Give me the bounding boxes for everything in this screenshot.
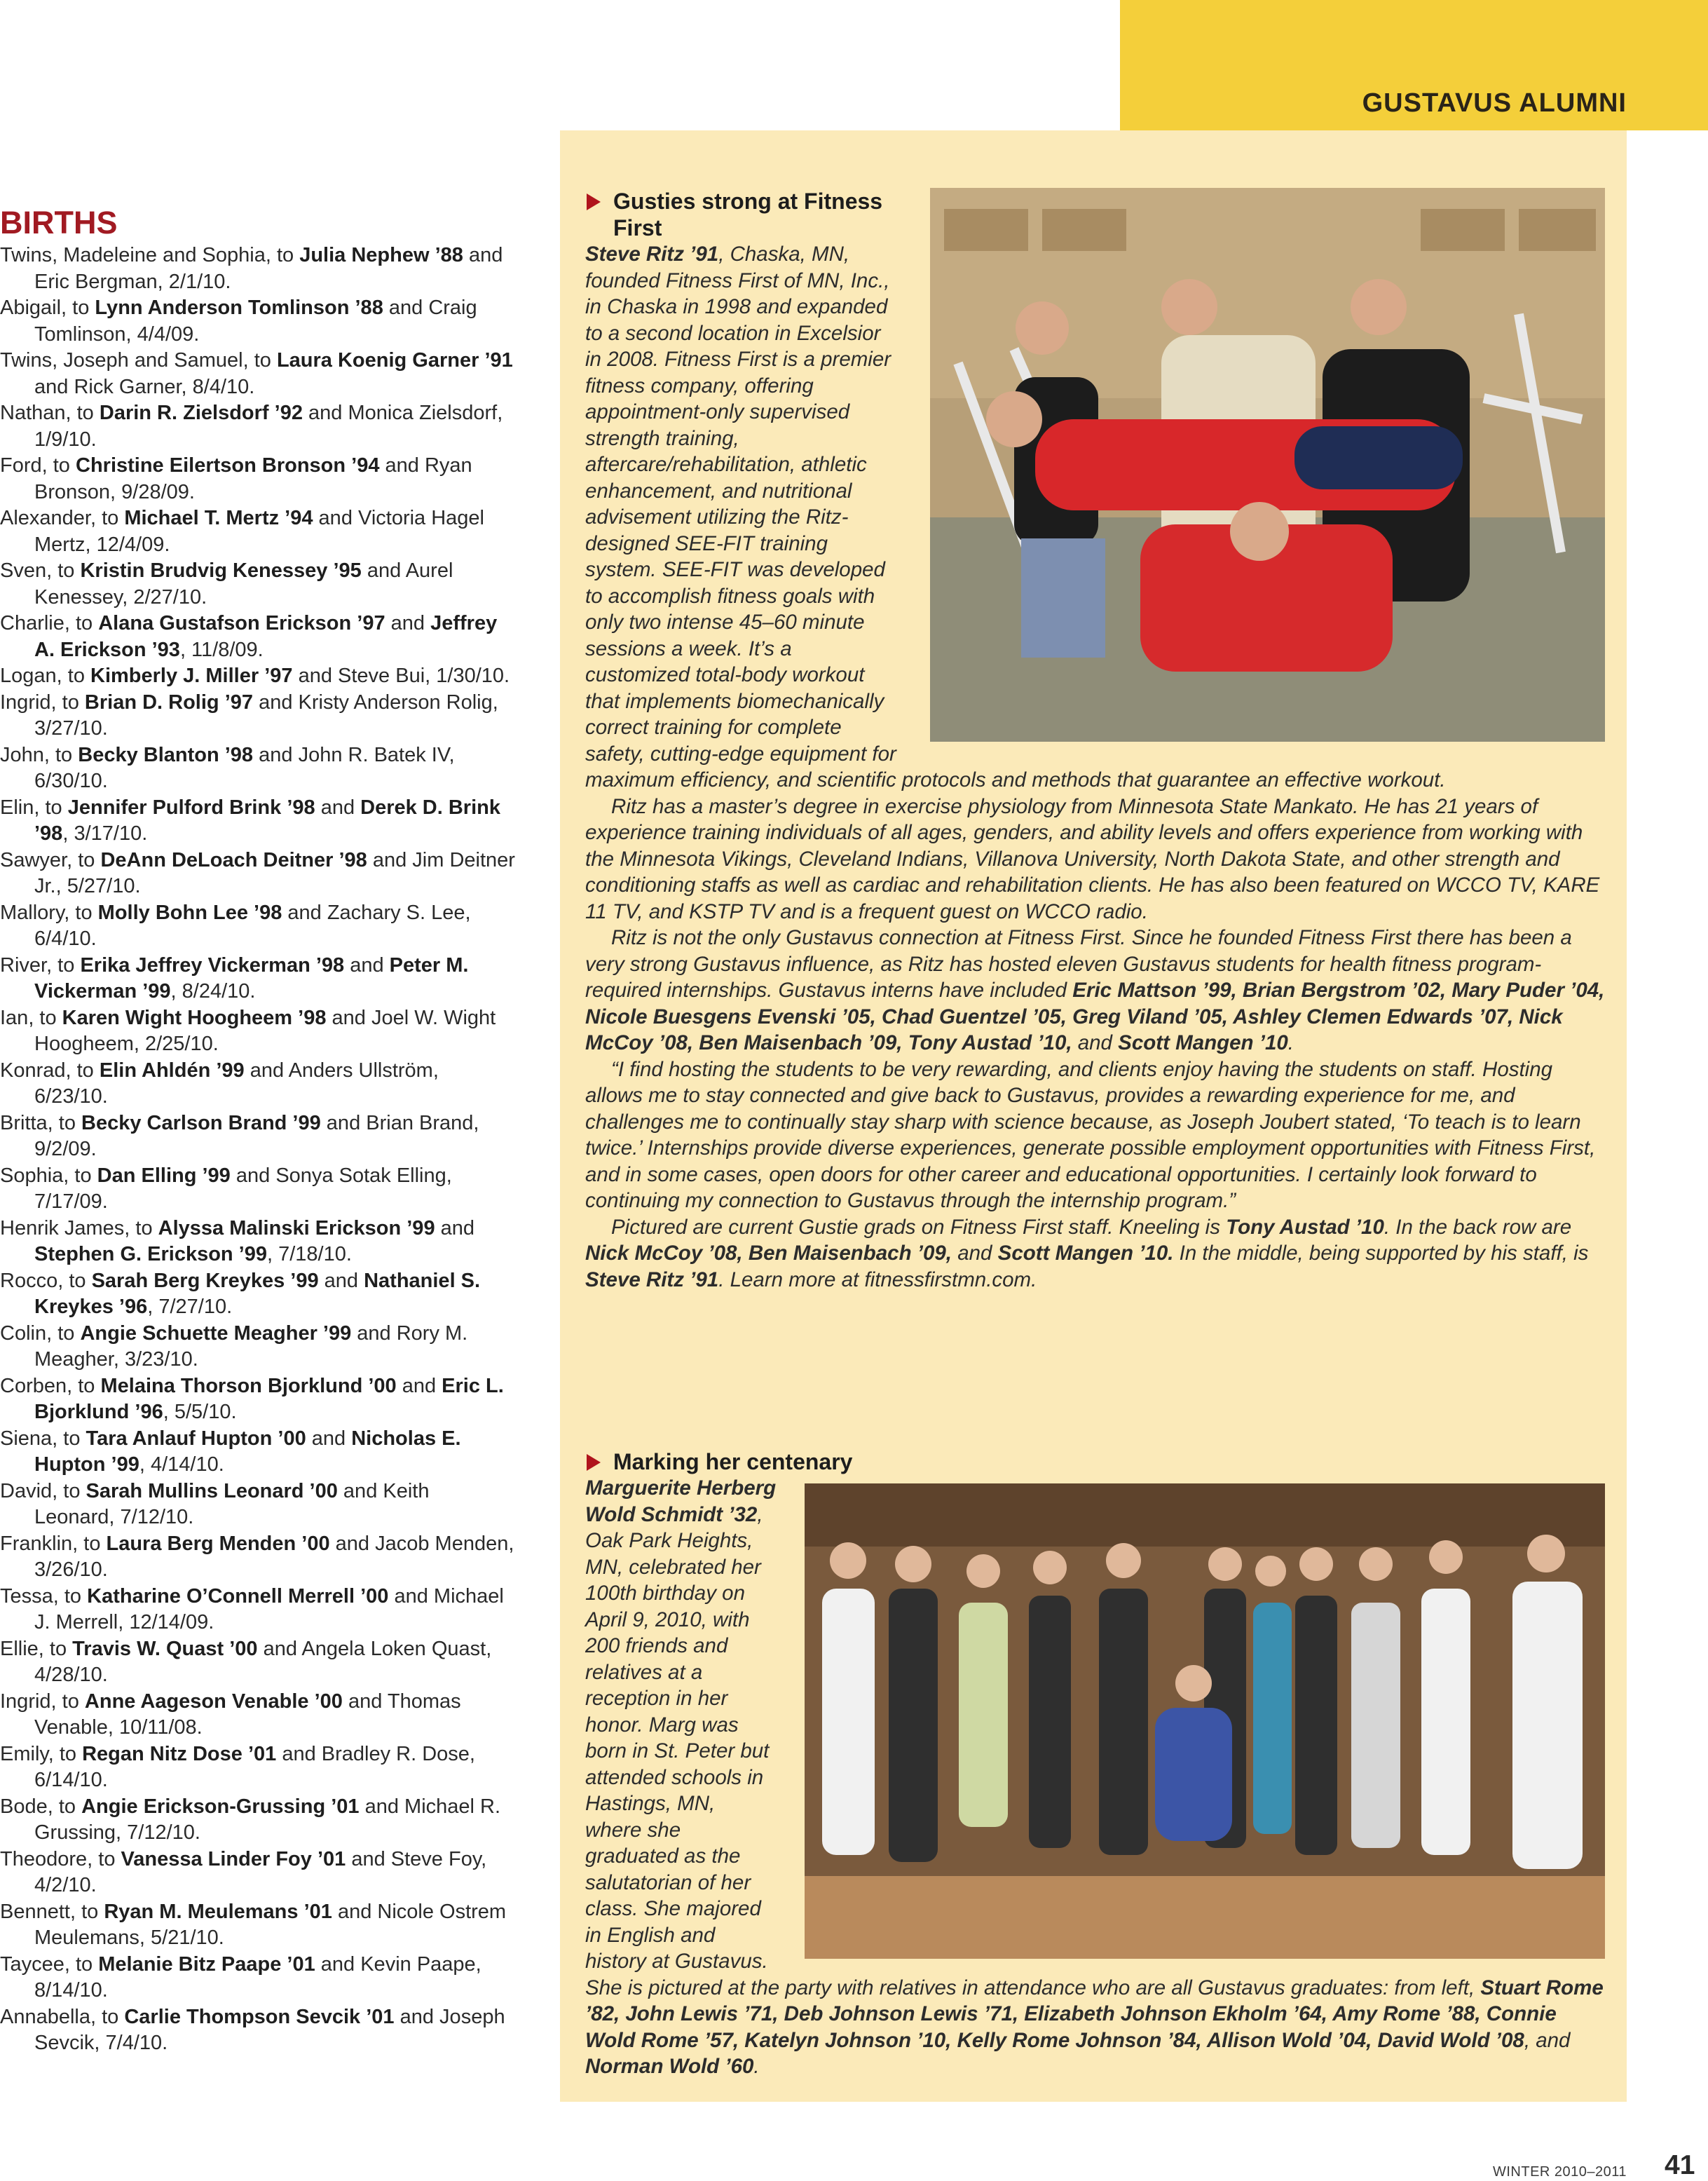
birth-entry: Mallory, to Molly Bohn Lee ’98 and Zachary S. Lee, 6/4/10. xyxy=(0,901,471,950)
story-centenary: Marking her centenary Marguerite Herberg Wold Schmidt ’32, Oak Park Heights, MN, celebrated her 100th birthday on April 9, 2010, with 200 friends and relatives at a reception in her honor. Marg was born in St. Peter but attended schools in Hastings, MN, where she graduated as the salutatorian of her class. She majored in English and history at Gustavus. She is pictured at the party with relatives in attendance who are all Gustavus graduates: from left, Stuart Rome ’82, John Lewis ’71, Deb Johnson Lewis ’71, Elizabeth Johnson Ekholm ’64, Amy Rome ’88, Connie Wold Rome ’57, Katelyn Johnson ’10, Kelly Rome Johnson ’84, Allison Wold ’04, David Wold ’08, and Norman Wold ’60. xyxy=(585,1448,1605,2080)
birth-entry: Twins, Madeleine and Sophia, to Julia Nephew ’88 and Eric Bergman, 2/1/10. xyxy=(0,244,503,293)
birth-entry: David, to Sarah Mullins Leonard ’00 and Keith Leonard, 7/12/10. xyxy=(0,1479,430,1528)
bullet-arrow-icon xyxy=(587,193,601,210)
birth-entry: Emily, to Regan Nitz Dose ’01 and Bradley R. Dose, 6/14/10. xyxy=(0,1742,475,1791)
page-number: 41 xyxy=(1665,2150,1695,2180)
birth-entry: Bode, to Angie Erickson-Grussing ’01 and Michael R. Grussing, 7/12/10. xyxy=(0,1795,501,1844)
story-fitness-first: Gusties strong at Fitness First Steve Ritz ’91, Chaska, MN, founded Fitness First of MN, Inc., in Chaska in 1998 and expanded to a second location in Excelsior in 2008. Fitness First is a premier fitness company, offering appointment-only supervised strength training, aftercare/rehabilitation, athletic enhancement, and nutritional advisement utilizing the Ritz-designed SEE-FIT training system. SEE-FIT was developed to accomplish fitness goals with only two intense 45–60 minute sessions a week. It’s a customized total-body workout that implements biomechanically correct training for complete safety, cutting-edge equipment for maximum efficiency, and scientific protocols and methods that guarantee an effective workout. Ritz has a master’s degree in exercise physiology from Minnesota State Mankato. He has 21 years of experience training individuals of all ages, genders, and ability levels and offers experience from working with the Minnesota Vikings, Cleveland Indians, Villanova University, North Dakota State, and other strength and conditioning staffs as well as cardiac and rehabilitation clients. He has also been featured on WCCO TV, KARE 11 TV, and KSTP TV and is a frequent guest on WCCO radio. Ritz is not the only Gustavus connection at Fitness First. Since he founded Fitness First there has been a very strong Gustavus influence, as Ritz has hosted eleven Gustavus students for health fitness program-required internships. Gustavus interns have included Eric Mattson ’99, Brian Bergstrom ’02, Mary Puder ’04, Nicole Buesgens Evenski ’05, Chad Guentzel ’05, Greg Viland ’05, Ashley Clemen Edwards ’07, Nick McCoy ’08, Ben Maisenbach ’09, Tony Austad ’10, and Scott Mangen ’10. “I find hosting the students to be very rewarding, and clients enjoy having the students on staff. Hosting allows me to stay connected and give back to Gustavus, provides a rewarding experience for me, and challenges me to continually stay sharp with science because, as Joseph Joubert stated, ‘To teach is to learn twice.’ Internships provide diverse experiences, generate possible employment opportunities with Fitness First, and in some cases, open doors for other career and educational opportunities. I certainly look forward to continuing my connection to Gustavus through the internship program.” Pictured are current Gustie grads on Fitness First staff. Kneeling is Tony Austad ’10. In the back row are Nick McCoy ’08, Ben Maisenbach ’09, and Scott Mangen ’10. In the middle, being supported by his staff, is Steve Ritz ’91. Learn more at fitnessfirstmn.com. xyxy=(585,189,1605,1291)
birth-entry: Taycee, to Melanie Bitz Paape ’01 and Kevin Paape, 8/14/10. xyxy=(0,1952,481,2002)
birth-entry: Charlie, to Alana Gustafson Erickson ’97 and Jeffrey A. Erickson ’93, 11/8/09. xyxy=(0,612,498,661)
birth-entry: Sven, to Kristin Brudvig Kenessey ’95 and Aurel Kenessey, 2/27/10. xyxy=(0,559,453,609)
birth-entry: Britta, to Becky Carlson Brand ’99 and Brian Brand, 9/2/09. xyxy=(0,1111,479,1160)
birth-entry: Bennett, to Ryan M. Meulemans ’01 and Nicole Ostrem Meulemans, 5/21/10. xyxy=(0,1900,507,1949)
birth-entry: Ian, to Karen Wight Hoogheem ’98 and Joel W. Wight Hoogheem, 2/25/10. xyxy=(0,1006,496,1055)
story-fitness-first-title: Gusties strong at Fitness First xyxy=(585,188,1605,241)
birth-entry: Twins, Joseph and Samuel, to Laura Koenig Garner ’91 and Rick Garner, 8/4/10. xyxy=(0,349,513,398)
story-centenary-title: Marking her centenary xyxy=(585,1448,1605,1475)
fitness-first-photo xyxy=(930,188,1605,742)
centenary-family-photo xyxy=(805,1483,1605,1959)
birth-entry: Rocco, to Sarah Berg Kreykes ’99 and Nathaniel S. Kreykes ’96, 7/27/10. xyxy=(0,1269,481,1318)
birth-entry: Sawyer, to DeAnn DeLoach Deitner ’98 and Jim Deitner Jr., 5/27/10. xyxy=(0,848,515,897)
birth-entry: Nathan, to Darin R. Zielsdorf ’92 and Monica Zielsdorf, 1/9/10. xyxy=(0,402,503,451)
birth-entry: Theodore, to Vanessa Linder Foy ’01 and Steve Foy, 4/2/10. xyxy=(0,1847,487,1896)
birth-entry: Franklin, to Laura Berg Menden ’00 and Jacob Menden, 3/26/10. xyxy=(0,1532,514,1581)
section-title: GUSTAVUS ALUMNI xyxy=(1362,88,1627,118)
births-list xyxy=(0,243,515,2057)
issue-label: WINTER 2010–2011 xyxy=(1493,2164,1627,2180)
birth-entry: Alexander, to Michael T. Mertz ’94 and Victoria Hagel Mertz, 12/4/09. xyxy=(0,507,485,556)
birth-entry: Abigail, to Lynn Anderson Tomlinson ’88 and Craig Tomlinson, 4/4/09. xyxy=(0,297,477,346)
birth-entry: Henrik James, to Alyssa Malinski Erickson ’99 and Stephen G. Erickson ’99, 7/18/10. xyxy=(0,1216,475,1265)
birth-entry: River, to Erika Jeffrey Vickerman ’98 and Peter M. Vickerman ’99, 8/24/10. xyxy=(0,953,469,1003)
birth-entry: Siena, to Tara Anlauf Hupton ’00 and Nicholas E. Hupton ’99, 4/14/10. xyxy=(0,1427,461,1476)
bullet-arrow-icon xyxy=(587,1454,601,1471)
birth-entry: Konrad, to Elin Ahldén ’99 and Anders Ullström, 6/23/10. xyxy=(0,1059,439,1108)
birth-entry: Corben, to Melaina Thorson Bjorklund ’00 and Eric L. Bjorklund ’96, 5/5/10. xyxy=(0,1374,504,1423)
birth-entry: Annabella, to Carlie Thompson Sevcik ’01 and Joseph Sevcik, 7/4/10. xyxy=(0,2005,505,2054)
birth-entry: Ingrid, to Anne Aageson Venable ’00 and Thomas Venable, 10/11/08. xyxy=(0,1690,461,1739)
birth-entry: Sophia, to Dan Elling ’99 and Sonya Sotak Elling, 7/17/09. xyxy=(0,1164,452,1213)
birth-entry: Ellie, to Travis W. Quast ’00 and Angela Loken Quast, 4/28/10. xyxy=(0,1637,492,1686)
birth-entry: Elin, to Jennifer Pulford Brink ’98 and Derek D. Brink ’98, 3/17/10. xyxy=(0,796,500,845)
birth-entry: John, to Becky Blanton ’98 and John R. Batek IV, 6/30/10. xyxy=(0,743,455,792)
births-heading: BIRTHS xyxy=(0,205,118,240)
birth-entry: Tessa, to Katharine O’Connell Merrell ’00 and Michael J. Merrell, 12/14/09. xyxy=(0,1584,504,1633)
birth-entry: Logan, to Kimberly J. Miller ’97 and Steve Bui, 1/30/10. xyxy=(0,665,510,687)
birth-entry: Colin, to Angie Schuette Meagher ’99 and Rory M. Meagher, 3/23/10. xyxy=(0,1321,468,1371)
birth-entry: Ingrid, to Brian D. Rolig ’97 and Kristy Anderson Rolig, 3/27/10. xyxy=(0,691,498,740)
birth-entry: Ford, to Christine Eilertson Bronson ’94 and Ryan Bronson, 9/28/09. xyxy=(0,454,472,503)
